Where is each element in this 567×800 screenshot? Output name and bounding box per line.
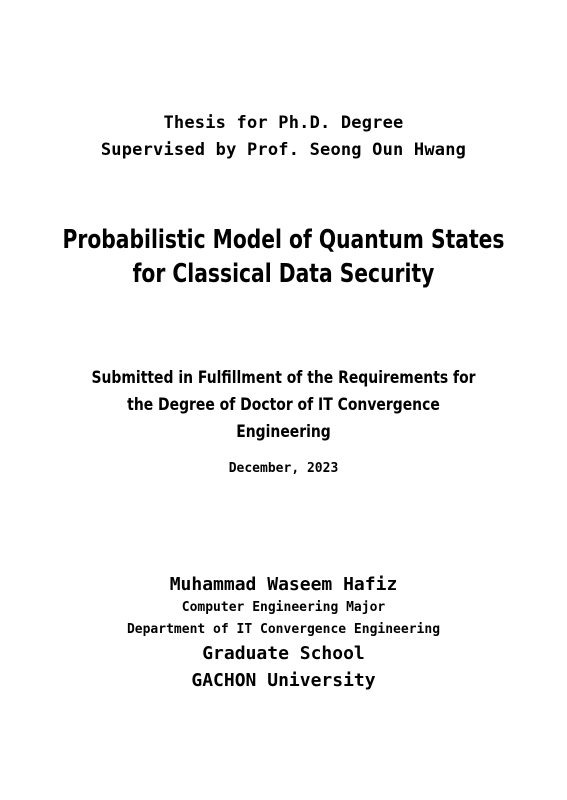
author-department: Department of IT Convergence Engineering xyxy=(126,622,441,637)
supervisor-line: Supervised by Prof. Seong Oun Hwang xyxy=(100,140,467,160)
submission-line-2: the Degree of Doctor of IT Convergence xyxy=(127,395,440,415)
graduate-school: Graduate School xyxy=(202,643,365,664)
submission-date: December, 2023 xyxy=(228,461,339,476)
submission-line-1: Submitted in Fulfillment of the Requirements for xyxy=(91,368,476,388)
university-name: GACHON University xyxy=(191,670,376,691)
thesis-title-line-1: Probabilistic Model of Quantum States xyxy=(62,225,505,255)
degree-line: Thesis for Ph.D. Degree xyxy=(163,113,404,133)
author-major: Computer Engineering Major xyxy=(181,600,386,615)
submission-line-3: Engineering xyxy=(236,422,331,442)
thesis-title-line-2: for Classical Data Security xyxy=(132,259,435,289)
author-name: Muhammad Waseem Hafiz xyxy=(169,574,398,595)
